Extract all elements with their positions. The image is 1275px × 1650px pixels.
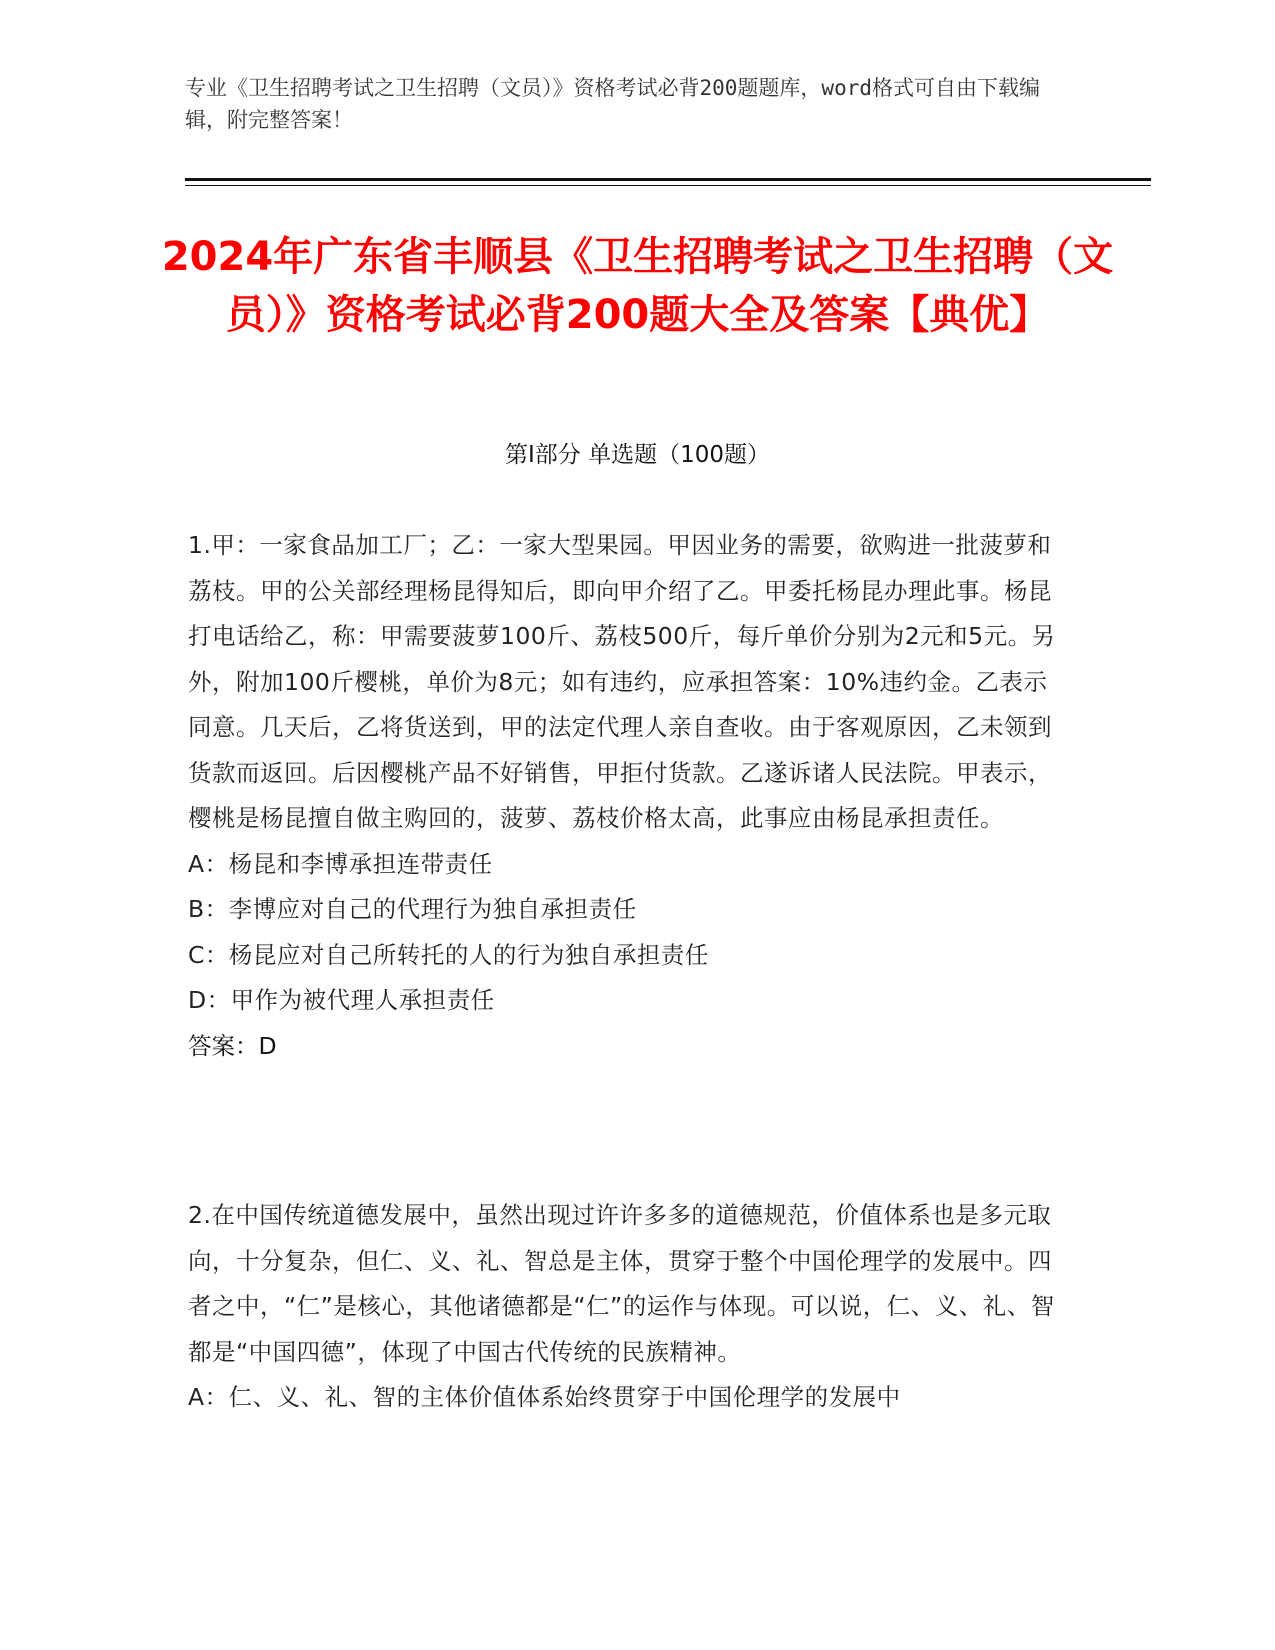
- option-c: C：杨昆应对自己所转托的人的行为独自承担责任: [188, 940, 709, 969]
- question-stem: 1.甲：一家食品加工厂；乙：一家大型果园。甲因业务的需要，欲购进一批菠萝和荔枝。甲的公关部经理杨昆得知后，即向甲介绍了乙。甲委托杨昆办理此事。杨昆打电话给乙，称：甲需要菠萝100斤、荔枝500斤，每斤单价分别为2元和5元。另外，附加100斤樱桃，单价为8元；如有违约，应承担答案：10%违约金。乙表示同意。几天后，乙将货送到，甲的法定代理人亲自查收。由于客观原因，乙未领到货款而返回。后因樱桃产品不好销售，甲拒付货款。乙遂诉诸人民法院。甲表示，樱桃是杨昆擅自做主购回的，菠萝、荔枝价格太高，此事应由杨昆承担责任。: [188, 531, 1056, 832]
- header-note: 专业《卫生招聘考试之卫生招聘（文员）》资格考试必背200题题库，word格式可自由下载编辑，附完整答案！: [185, 76, 1040, 132]
- question-block: [188, 1193, 1068, 1421]
- header-divider-thin: [185, 185, 1151, 186]
- option-a: A：杨昆和李博承担连带责任: [188, 849, 493, 878]
- header-divider-thick: [185, 178, 1151, 181]
- answer-label: 答案：D: [188, 1031, 277, 1060]
- document-title: 2024年广东省丰顺县《卫生招聘考试之卫生招聘（文员）》资格考试必背200题大全及答案【典优】: [161, 234, 1114, 338]
- option-d: D：甲作为被代理人承担责任: [188, 986, 495, 1014]
- section-heading: 第Ⅰ部分 单选题（100题）: [505, 442, 770, 468]
- question-block: [188, 523, 1068, 1069]
- question-stem: 2.在中国传统道德发展中，虽然出现过许许多多的道德规范，价值体系也是多元取向，十分复杂，但仁、义、礼、智总是主体，贯穿于整个中国伦理学的发展中。四者之中，“仁”是核心，其他诸德都是“仁”的运作与体现。可以说，仁、义、礼、智都是“中国四德”，体现了中国古代传统的民族精神。: [188, 1201, 1055, 1366]
- option-b: B：李博应对自己的代理行为独自承担责任: [188, 895, 637, 923]
- option-a: A：仁、义、礼、智的主体价值体系始终贯穿于中国伦理学的发展中: [188, 1383, 901, 1411]
